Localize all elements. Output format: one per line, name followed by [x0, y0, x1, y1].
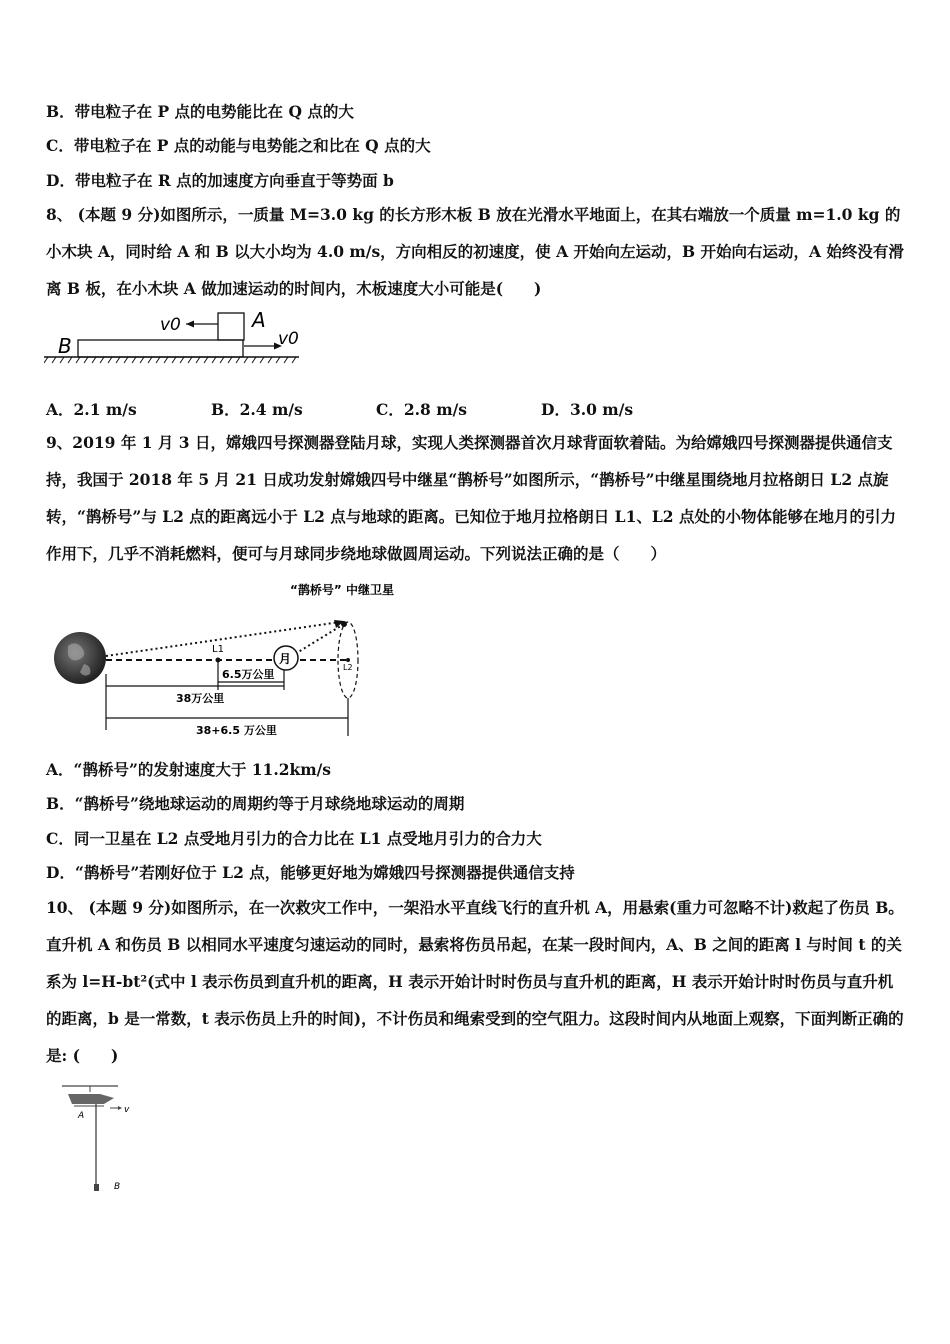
q8-figure [44, 305, 314, 375]
q8-stem: 8、 (本题 9 分)如图所示，一质量 M=3.0 kg 的长方形木板 B 放在光滑水平地面上，在其右端放一个质量 m=1.0 kg 的小木块 A，同时给 A 和 B 以大小均为 4.0 m/s，方向相反的初速度，使 A 开始向左运动，B 开始向右运动，A 始终没有滑离 B 板，在小木块 A 做加速运动的时间内，木板速度大小可能是( ) [46, 205, 904, 298]
q9-option-a: A．“鹊桥号”的发射速度大于 11.2km/s [46, 760, 332, 779]
q7-option-c: C．带电粒子在 P 点的动能与电势能之和比在 Q 点的大 [46, 136, 431, 155]
q7-option-b: B．带电粒子在 P 点的电势能比在 Q 点的大 [46, 102, 354, 121]
q10-stem: 10、 (本题 9 分)如图所示，在一次救灾工作中，一架沿水平直线飞行的直升机 A，用悬索(重力可忽略不计)救起了伤员 B。直升机 A 和伤员 B 以相同水平速度匀速运动的同时，悬索将伤员吊起，在某一段时间内，A、B 之间的距离 l 与时间 t 的关系为 l=H-bt²(式中 l 表示伤员到直升机的距离，H 表示开始计时时伤员与直升机的距离，H 表示开始计时时伤员与直升机的距离，b 是一常数，t 表示伤员上升的时间)，不计伤员和绳索受到的空气阻力。这段时间内从地面上观察，下面判断正确的是: ( ) [46, 898, 904, 1065]
q9-option-c: C．同一卫星在 L2 点受地月引力的合力比在 L1 点受地月引力的合力大 [46, 829, 542, 848]
relay-satellite [341, 621, 347, 627]
l1-label: L1 [212, 644, 224, 655]
label-v: v [124, 1105, 130, 1115]
q8-option-a: A．2.1 m/s [46, 400, 137, 419]
q8-option-d: D．3.0 m/s [541, 400, 634, 419]
moon-label: 月 [279, 652, 292, 666]
q9-figure [50, 578, 410, 740]
q9-option-b: B．“鹊桥号”绕地球运动的周期约等于月球绕地球运动的周期 [46, 794, 465, 813]
label-a: A [78, 1111, 85, 1121]
label-a: A [252, 308, 266, 332]
dist-small-label: 6.5万公里 [222, 668, 275, 681]
q10-figure [58, 1082, 148, 1202]
relay-satellite-label: “鹊桥号” 中继卫星 [290, 583, 394, 597]
helicopter-a [68, 1094, 114, 1104]
label-b: B [114, 1182, 121, 1192]
q8-option-c: C．2.8 m/s [376, 400, 467, 419]
l2-label: L2 [343, 663, 353, 672]
q8-option-b: B．2.4 m/s [211, 400, 303, 419]
v0-left-label: v0 [160, 315, 181, 335]
wounded-b [94, 1184, 99, 1191]
dist-38-label: 38万公里 [176, 692, 225, 705]
board-b [78, 340, 243, 357]
q7-option-d: D．带电粒子在 R 点的加速度方向垂直于等势面 b [46, 171, 394, 190]
block-a [218, 313, 244, 340]
q9-stem: 9、2019 年 1 月 3 日，嫦娥四号探测器登陆月球，实现人类探测器首次月球背面软着陆。为给嫦娥四号探测器提供通信支持，我国于 2018 年 5 月 21 日成功发射嫦娥四号中继星“鹊桥号”如图所示，“鹊桥号”中继星围绕地月拉格朗日 L2 点旋转，“鹊桥号”与 L2 点的距离远小于 L2 点与地球的距离。已知位于地月拉格朗日 L1、L2 点处的小物体能够在地月的引力作用下，几乎不消耗燃料，便可与月球同步绕地球做圆周运动。下列说法正确的是（ ） [46, 433, 896, 563]
label-b: B [58, 334, 72, 358]
dist-total-label: 38+6.5 万公里 [196, 724, 277, 737]
q9-option-d: D．“鹊桥号”若刚好位于 L2 点，能够更好地为嫦娥四号探测器提供通信支持 [46, 863, 575, 882]
v0-right-label: v0 [278, 329, 299, 349]
